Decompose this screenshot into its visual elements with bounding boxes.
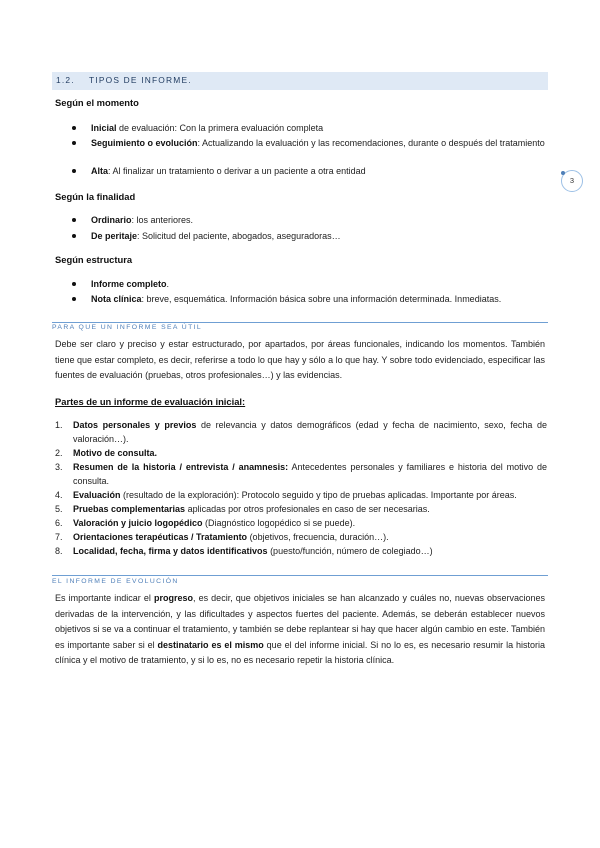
paragraph-util: Debe ser claro y preciso y estar estructurado, por apartados, por áreas funcionales, indicando los momentos. También tiene que estar completo, es decir, referirse a todo lo que hay y sólo a lo que hay. Y sobre todo evidenciado, especificar las fuentes de evaluación (pruebas, otros profesionales…) y las evidencias.	[55, 339, 545, 380]
divider	[52, 575, 548, 576]
bullet-icon	[72, 218, 76, 222]
bullet-icon	[72, 282, 76, 286]
subsection-heading-util: PARA QUE UN INFORME SEA ÚTIL	[52, 324, 203, 331]
bullet-icon	[72, 297, 76, 301]
section-header	[52, 72, 548, 90]
heading-estructura: Según estructura	[55, 254, 133, 265]
document-page: 1.2. TIPOS DE INFORME. Según el momento Inicial de evaluación: Con la primera evaluación completa Seguimiento o evolución: Actualizando la evaluación y las recomendaciones, durante o después del tratamiento Alta: Al finalizar un tratamiento o derivar a un paciente a otra entidad Según la finalidad Ordinario: los anteriores. De peritaje: Solicitud del paciente, abogados, aseguradoras… Según estructura Informe completo. Nota clínica: breve, esquemática. Información básica sobre una información determinada. Inmediatas. PARA QUE UN INFORME SEA ÚTIL Debe ser claro y preciso y estar estructurado, por apartados, por áreas funcionales, indicando los momentos. También tiene que estar completo, es decir, referirse a todo lo que hay y sólo a lo que hay. Y sobre todo evidenciado, especificar las fuentes de evaluación (pruebas, otros profesionales…) y las evidencias. Partes de un informe de evaluación inicial: 1. Datos personales y previos de relevancia y datos demográficos (edad y fecha de nacimiento, sexo, fecha de valoración…). 2. Motivo de consulta. 3. Resumen de la historia / entrevista / anamnesis: Antecedentes personales y familiares e historia del motivo de consulta. 4. Evaluación (resultado de la exploración): Protocolo seguido y tipo de pruebas aplicadas. Importante por áreas. 5. Pruebas complementarias aplicadas por otros profesionales en caso de ser necesarias. 6. Valoración y juicio logopédico (Diagnóstico logopédico si se puede). 7. Orientaciones terapéuticas / Tratamiento (objetivos, frecuencia, duración…). 8. Localidad, fecha, firma y datos identificativos (puesto/función, número de colegiado…) EL INFORME DE EVOLUCIÓN Es importante indicar el progreso, es decir, que objetivos iniciales se han alcanzado y cuáles no, nuevas observaciones derivadas de la intervención, y las dificultades y aspectos fuertes del paciente. Además, se deberán establecer nuevos objetivos si se va a continuar el tratamiento, y también se debe replantear si hay que hacer algún cambio en este. También es importante saber si el destinatario es el mismo que el del informe inicial. Si no lo es, es necesario resumir la historia clínica y el motivo de tratamiento, y si lo es, no es necesario repetir la historia clínica. 3	[0, 0, 600, 848]
bullet-icon	[72, 141, 76, 145]
heading-finalidad: Según la finalidad	[55, 191, 136, 202]
heading-partes: Partes de un informe de evaluación inicial:	[55, 396, 246, 407]
bullet-icon	[72, 126, 76, 130]
page-number-badge: 3	[561, 170, 583, 192]
paragraph-evolucion: Es importante indicar el progreso, es decir, que objetivos iniciales se han alcanzado y cuáles no, nuevas observaciones derivadas de la intervención, y las dificultades y aspectos fuertes del paciente. Además, se deberán establecer nuevos objetivos si se va a continuar el tratamiento, y también se debe replantear si hay que hacer algún cambio en este. También es importante saber si el destinatario es el mismo que el del informe inicial. Si no lo es, es necesario resumir la historia clínica y el motivo de tratamiento, y si lo es, no es necesario repetir la historia clínica.	[55, 593, 545, 665]
section-number: 1.2.	[56, 75, 75, 85]
bullet-icon	[72, 169, 76, 173]
subsection-heading-evolucion: EL INFORME DE EVOLUCIÓN	[52, 578, 179, 585]
heading-momento: Según el momento	[55, 97, 139, 108]
divider	[52, 322, 548, 323]
bullet-icon	[72, 234, 76, 238]
badge-dot-icon	[561, 171, 565, 175]
section-title: TIPOS DE INFORME.	[89, 75, 192, 85]
